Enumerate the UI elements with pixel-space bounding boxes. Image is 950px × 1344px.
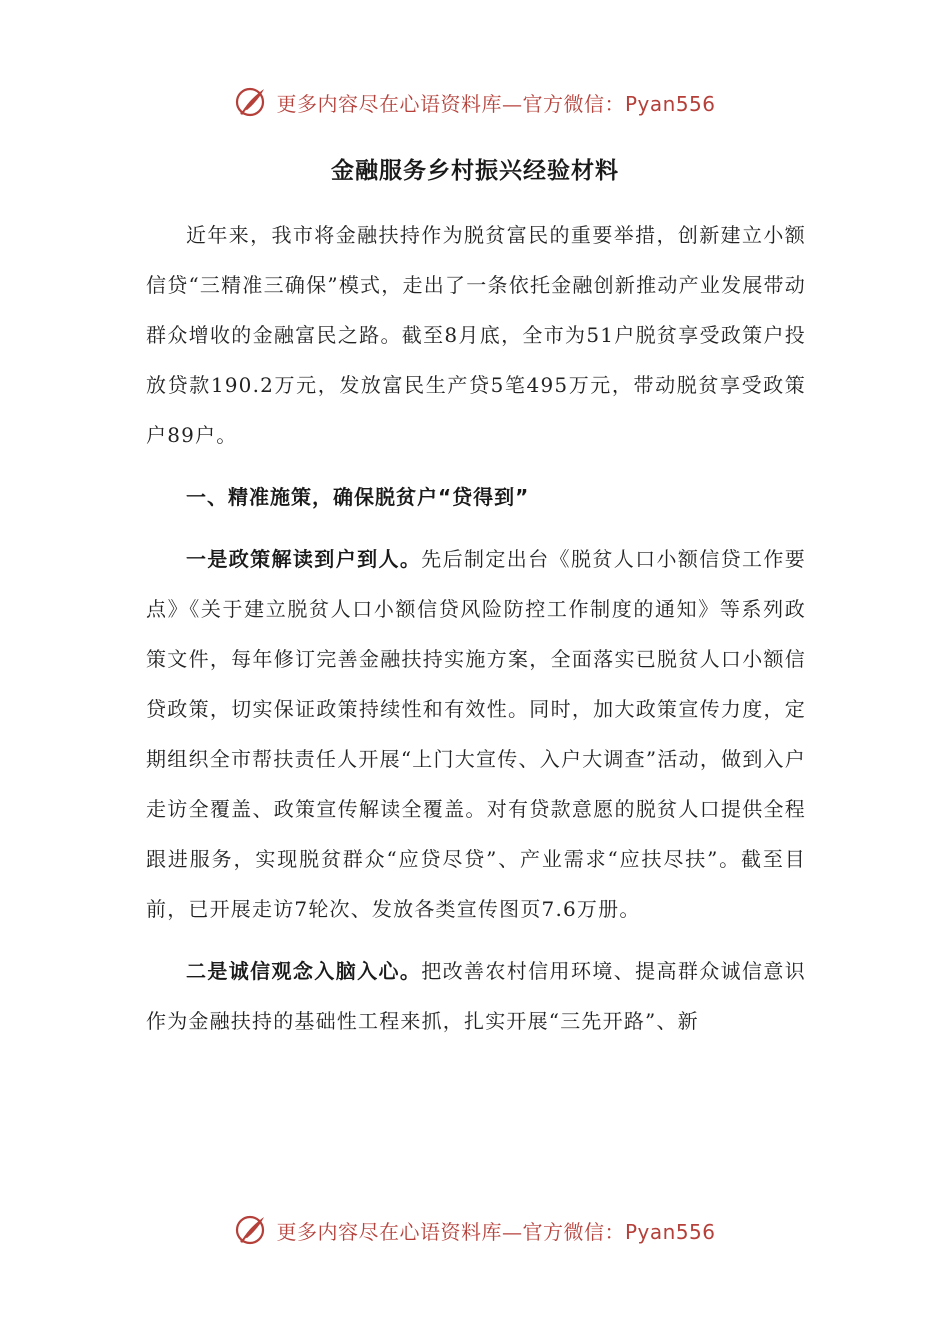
- document-title: 金融服务乡村振兴经验材料: [331, 158, 619, 184]
- point-paragraph-1: [146, 534, 806, 934]
- intro-paragraph: 近年来，我市将金融扶持作为脱贫富民的重要举措，创新建立小额信贷“三精准三确保”模式，走出了一条依托金融创新推动产业发展带动群众增收的金融富民之路。截至8月底，全市为51户脱贫享受政策户投放贷款190.2万元，发放富民生产贷5笔495万元，带动脱贫享受政策户89户。: [146, 223, 806, 447]
- watermark-text: 更多内容尽在心语资料库—官方微信：Pyan556: [276, 1219, 716, 1244]
- point-lead-2: 二是诚信观念入脑入心。: [186, 959, 422, 983]
- watermark-wechat-id: Pyan556: [624, 91, 716, 116]
- document-body: [146, 210, 806, 1046]
- watermark-header: [0, 82, 950, 122]
- section-heading-1: 一、精准施策，确保脱贫户“贷得到”: [186, 485, 530, 509]
- watermark-footer: [0, 1210, 950, 1250]
- watermark-text: 更多内容尽在心语资料库—官方微信：Pyan556: [276, 91, 716, 116]
- watermark-wechat-id: Pyan556: [624, 1219, 716, 1244]
- point-paragraph-2: [146, 946, 806, 1046]
- point-lead-1: 一是政策解读到户到人。: [186, 547, 422, 571]
- quill-logo-icon: [234, 85, 268, 119]
- point-body-1: 先后制定出台《脱贫人口小额信贷工作要点》《关于建立脱贫人口小额信贷风险防控工作制度的通知》等系列政策文件，每年修订完善金融扶持实施方案，全面落实已脱贫人口小额信贷政策，切实保证政策持续性和有效性。同时，加大政策宣传力度，定期组织全市帮扶责任人开展“上门大宣传、入户大调查”活动，做到入户走访全覆盖、政策宣传解读全覆盖。对有贷款意愿的脱贫人口提供全程跟进服务，实现脱贫群众“应贷尽贷”、产业需求“应扶尽扶”。截至目前，已开展走访7轮次、发放各类宣传图页7.6万册。: [146, 547, 806, 921]
- point-body-2: 把改善农村信用环境、提高群众诚信意识作为金融扶持的基础性工程来抓，扎实开展“三先开路”、新: [146, 959, 806, 1033]
- quill-logo-icon: [234, 1213, 268, 1247]
